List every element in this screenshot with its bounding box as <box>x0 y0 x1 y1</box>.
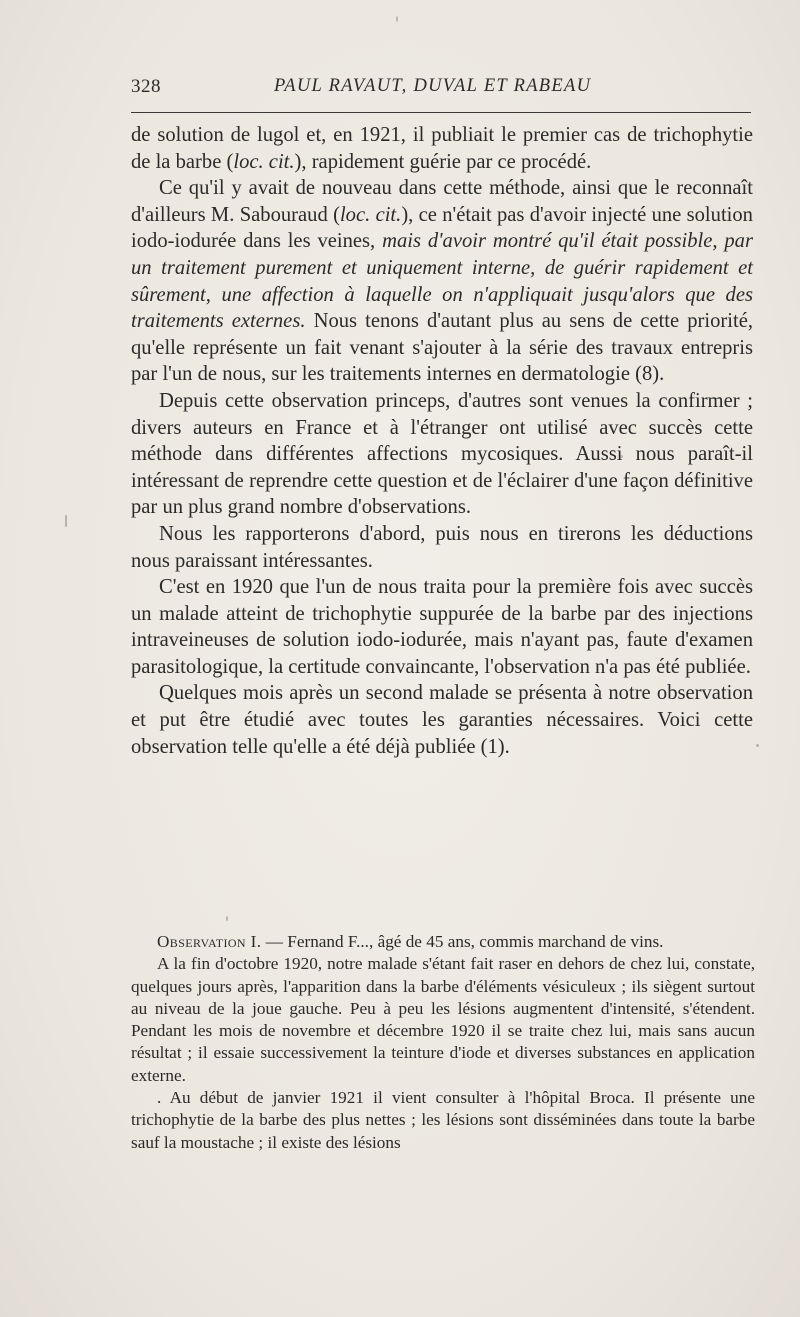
page-header <box>131 76 751 104</box>
paragraph-1: de solution de lugol et, en 1921, il publiait le premier cas de trichophytie de la barbe (loc. cit.), rapidement guérie par ce procédé. <box>131 124 753 173</box>
paragraph-3: Depuis cette observation princeps, d'autres sont venues la confirmer ; divers auteurs en France et à l'étranger ont utilisé avec succès cette méthode dans différentes affections mycosiques. Aussi nous paraît-il intéressant de reprendre cette question et de l'éclairer d'une façon définitive par un plus grand nombre d'observations. <box>131 389 753 519</box>
paragraph-4: Nous les rapporterons d'abord, puis nous en tirerons les déductions nous paraissant intéressantes. <box>131 522 753 572</box>
paragraph-2: Ce qu'il y avait de nouveau dans cette méthode, ainsi que le reconnaît d'ailleurs M. Sabouraud (loc. cit.), ce n'était pas d'avoir injecté une solution iodo-iodurée dans les veines, mais d'avoir montré qu'il était possible, par un traitement purement et uniquement interne, de guérir rapidement et sûrement, une affection à laquelle on n'appliquait jusqu'alors que des traitements externes. Nous tenons d'autant plus au sens de cette priorité, qu'elle représente un fait venant s'ajouter à la série des travaux entrepris par l'un de nous, sur les traitements internes en dermatologie (8). <box>131 177 753 386</box>
observation-paragraph-1: A la fin d'octobre 1920, notre malade s'étant fait raser en dehors de chez lui, constate, quelques jours après, l'apparition dans la barbe d'éléments vésiculeux ; ils siègent surtout au niveau de la joue gauche. Peu à peu les lésions augmentent d'intensité, s'étendent. Pendant les mois de novembre et décembre 1920 il se traite chez lui, mais sans aucun résultat ; il essaie successivement la teinture d'iode et diverses substances en application externe. <box>131 954 755 1085</box>
paper-speck <box>226 916 228 921</box>
observation-heading: Observation I. — Fernand F..., âgé de 45 ans, commis marchand de vins. <box>157 932 664 951</box>
page-number: 328 <box>131 76 161 97</box>
paper-speck <box>396 16 398 22</box>
paper-speck <box>620 455 623 458</box>
observation-paragraph-2: . Au début de janvier 1921 il vient consulter à l'hôpital Broca. Il présente une trichophytie de la barbe des plus nettes ; les lésions sont disséminées dans toute la barbe sauf la moustache ; il existe des lésions <box>131 1088 755 1152</box>
observation-label: Observation I. <box>157 932 262 951</box>
main-text <box>131 122 753 760</box>
observation-section <box>131 931 755 1154</box>
paragraph-6: Quelques mois après un second malade se présenta à notre observation et put être étudié avec toutes les garanties nécessaires. Voici cette observation telle qu'elle a été déjà publiée (1). <box>131 682 753 758</box>
paper-speck <box>65 515 67 527</box>
running-head: PAUL RAVAUT, DUVAL ET RABEAU <box>274 76 592 96</box>
paragraph-5: C'est en 1920 que l'un de nous traita pour la première fois avec succès un malade atteint de trichophytie suppurée de la barbe par des injections intraveineuses de solution iodo-iodurée, mais n'ayant pas, faute d'examen parasitologique, la certitude convaincante, l'observation n'a pas été publiée. <box>131 576 753 678</box>
header-rule <box>131 112 751 113</box>
paper-speck <box>756 744 759 747</box>
